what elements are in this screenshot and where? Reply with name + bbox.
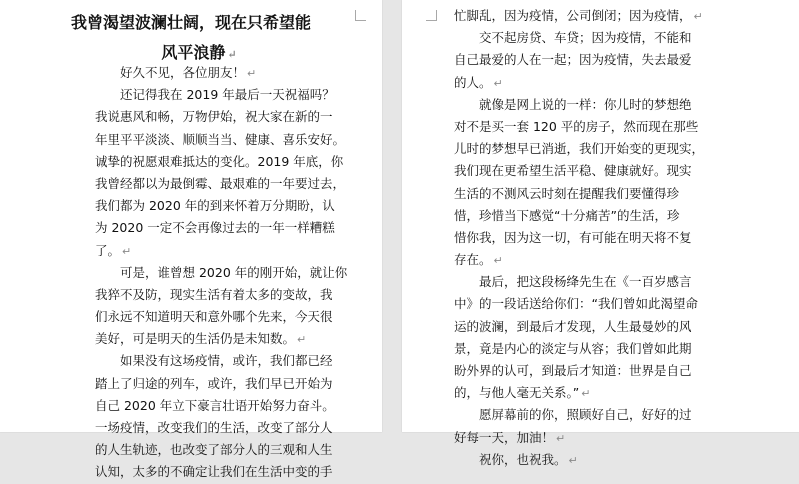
document-title-line-1: 我曾渴望波澜壮阔，现在只希望能 <box>70 13 311 32</box>
line-text: 惜，珍惜当下感觉“十分痛苦”的生活，珍 <box>454 207 680 223</box>
line-text: 我说惠风和畅，万物伊始，祝大家在新的一 <box>95 109 333 125</box>
line-text: 我们都为 2020 年的到来怀着万分期盼，认 <box>95 198 335 214</box>
paragraph-mark-icon: ↵ <box>581 387 591 401</box>
text-line <box>95 195 347 217</box>
text-line <box>95 240 347 262</box>
text-line <box>454 293 704 315</box>
line-text: 认知，太多的不确定让我们在生活中变的手 <box>95 464 333 480</box>
line-text: 存在。 <box>454 252 492 268</box>
text-line <box>95 84 347 106</box>
line-text: 可是，谁曾想 2020 年的刚开始，就让你 <box>95 264 348 280</box>
line-text: 一场疫情，改变我们的生活，改变了部分人 <box>95 420 333 435</box>
line-text: 交不起房贷、车贷；因为疫情，不能和 <box>454 30 692 46</box>
paragraph-mark-icon: ↵ <box>297 333 307 347</box>
line-text: 们永远不知道明天和意外哪个先来，今天很 <box>95 309 333 325</box>
text-line <box>454 404 704 426</box>
text-line <box>454 5 704 27</box>
text-line <box>454 183 704 205</box>
line-text: 诚挚的祝愿艰难抵达的变化。2019 年底，你 <box>95 153 344 169</box>
text-line <box>95 417 347 439</box>
line-text: 自己最爱的人在一起；因为疫情，失去最爱 <box>454 52 692 68</box>
text-line <box>95 328 347 350</box>
line-text: 就像是网上说的一样：你儿时的梦想绝 <box>454 96 692 112</box>
line-text: 我曾经都以为最倒霉、最艰难的一年要过去， <box>95 175 346 191</box>
line-text: 盼外界的认可，到最后才知道：世界是自己 <box>454 363 692 378</box>
text-line <box>454 316 704 338</box>
text-line <box>454 271 704 293</box>
line-text: 最后，把这段杨绛先生在《一百岁感言 <box>454 274 692 290</box>
paragraph-mark-icon: ↵ <box>493 254 503 268</box>
text-line <box>95 439 347 461</box>
line-text: 儿时的梦想早已消逝，我们开始变的更现实， <box>454 141 705 157</box>
line-text: 惜你我，因为这一切，有可能在明天将不复 <box>454 229 692 245</box>
line-text: 忙脚乱，因为疫情，公司倒闭；因为疫情， <box>454 8 692 23</box>
text-line <box>454 449 704 471</box>
line-text: 我猝不及防，现实生活有着太多的变故，我 <box>95 286 333 302</box>
paragraph-mark-icon: ↵ <box>227 48 237 61</box>
text-line <box>95 373 347 395</box>
text-line <box>95 461 347 483</box>
text-line <box>95 173 347 195</box>
line-text: 的人生轨迹，也改变了部分人的三观和人生 <box>95 442 333 458</box>
line-text: 中》的一段话送给你们：“我们曾如此渴望命 <box>454 296 698 312</box>
document-body-left[interactable] <box>95 62 347 484</box>
text-line <box>95 284 347 306</box>
paragraph-mark-icon: ↵ <box>693 10 703 23</box>
text-line <box>95 129 347 151</box>
paragraph-mark-icon: ↵ <box>493 76 503 90</box>
text-line <box>95 262 347 284</box>
paragraph-mark-icon: ↵ <box>122 244 132 258</box>
text-line <box>454 72 704 94</box>
document-page-right[interactable] <box>402 0 799 467</box>
paragraph-mark-icon: ↵ <box>556 431 566 445</box>
text-line <box>454 427 704 449</box>
line-text: 自己 2020 年立下豪言壮语开始努力奋斗。 <box>95 397 335 413</box>
paragraph-mark-icon: ↵ <box>568 453 578 467</box>
line-text: 对不是买一套 120 平的房子，然而现在那些 <box>454 118 699 134</box>
text-line <box>454 205 704 227</box>
document-title-line-2: 风平浪静 ↵ <box>161 43 237 62</box>
line-text: 好久不见，各位朋友！ <box>95 65 246 80</box>
line-text: 的，与他人毫无关系。” <box>454 385 580 401</box>
text-line <box>454 138 704 160</box>
line-text: 的人。 <box>454 74 492 90</box>
text-line <box>454 94 704 116</box>
text-line <box>454 338 704 360</box>
text-line <box>454 227 704 249</box>
text-line <box>454 116 704 138</box>
line-text: 如果没有这场疫情，或许，我们都已经 <box>95 353 333 369</box>
line-text: 年里平平淡淡、顺顺当当、健康、喜乐安好。 <box>95 131 346 147</box>
line-text: 踏上了归途的列车，或许，我们早已开始为 <box>95 375 333 391</box>
document-page-left[interactable] <box>0 0 382 480</box>
line-text: 愿屏幕前的你，照顾好自己，好好的过 <box>454 407 692 423</box>
text-line <box>95 106 347 128</box>
line-text: 我们现在更希望生活平稳、健康就好。现实 <box>454 163 692 179</box>
text-line <box>454 360 704 382</box>
line-text: 还记得我在 2019 年最后一天祝福吗？ <box>95 87 335 103</box>
line-text: 为 2020 一定不会再像过去的一年一样糟糕 <box>95 220 335 236</box>
line-text: 美好，可是明天的生活仍是未知数。 <box>95 331 296 347</box>
text-line <box>454 382 704 404</box>
text-line <box>95 350 347 372</box>
text-line <box>95 62 347 84</box>
text-line <box>454 160 704 182</box>
line-text: 景，竟是内心的淡定与从容；我们曾如此期 <box>454 340 692 356</box>
text-line <box>454 49 704 71</box>
text-line <box>454 249 704 271</box>
line-text: 生活的不测风云时刻在提醒我们要懂得珍 <box>454 185 680 201</box>
line-text: 祝你，也祝我。 <box>454 451 567 467</box>
text-line <box>95 395 347 417</box>
crop-mark <box>426 10 437 21</box>
line-text: 好每一天，加油！ <box>454 429 555 445</box>
paragraph-mark-icon: ↵ <box>247 67 257 80</box>
line-text: 运的波澜，到最后才发现，人生最曼妙的风 <box>454 318 692 334</box>
line-text: 了。 <box>95 242 121 258</box>
text-line <box>95 151 347 173</box>
text-line <box>95 306 347 328</box>
text-line <box>454 27 704 49</box>
document-body-right[interactable] <box>454 5 704 471</box>
text-line <box>95 217 347 239</box>
